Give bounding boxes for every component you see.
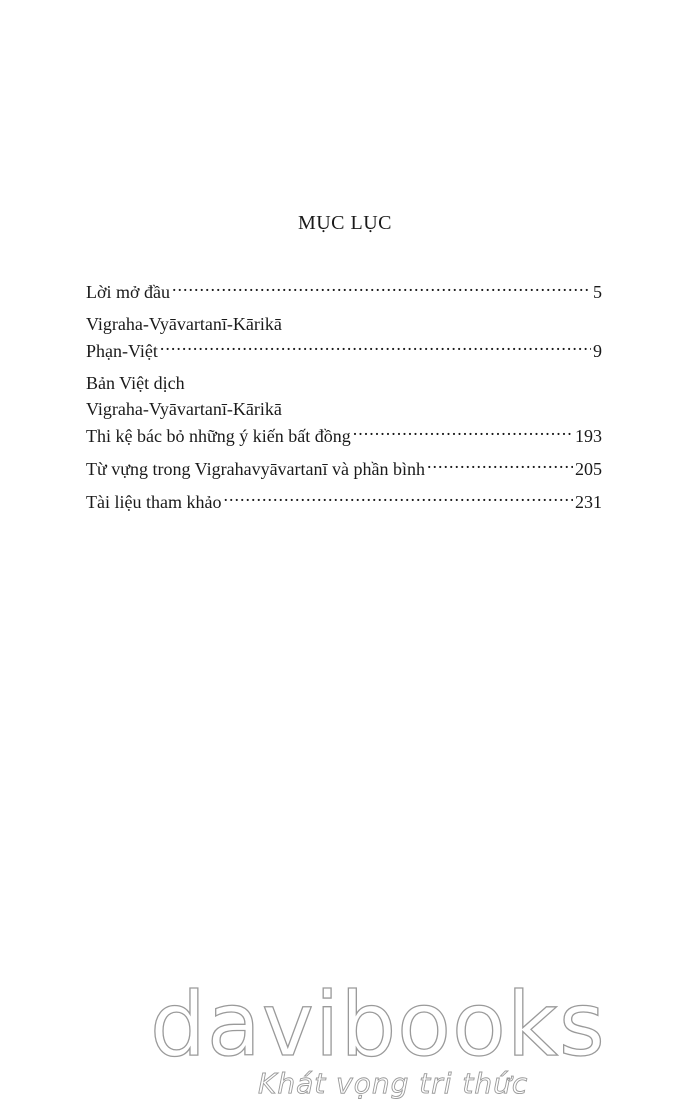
dot-leader bbox=[160, 337, 591, 357]
toc-entry-line bbox=[86, 422, 602, 449]
toc-entry-title-line: Vigraha-Vyāvartanī-Kārikā bbox=[86, 314, 282, 334]
toc-entry-line bbox=[86, 488, 602, 515]
toc-entry-line bbox=[86, 337, 602, 364]
toc-entry-line bbox=[86, 455, 602, 482]
toc-entry-introduction bbox=[86, 278, 602, 305]
toc-entry-line bbox=[86, 278, 602, 305]
dot-leader bbox=[427, 455, 573, 475]
watermark-brand: davibooks bbox=[150, 973, 606, 1076]
toc-page-number: 9 bbox=[593, 341, 602, 361]
dot-leader bbox=[353, 422, 573, 442]
toc-page-number: 193 bbox=[575, 426, 602, 446]
toc-page-number: 231 bbox=[575, 492, 602, 512]
toc-title: MỤC LỤC bbox=[297, 212, 393, 234]
publisher-watermark bbox=[150, 975, 610, 1105]
dot-leader bbox=[172, 278, 591, 298]
table-of-contents bbox=[86, 278, 602, 521]
dot-leader bbox=[223, 488, 573, 508]
toc-entry-references bbox=[86, 488, 602, 515]
toc-entry-sanskrit-vietnamese bbox=[86, 311, 602, 364]
toc-entry-title-line: Vigraha-Vyāvartanī-Kārikā bbox=[86, 399, 282, 419]
toc-entry-vocabulary bbox=[86, 455, 602, 482]
toc-entry-title: Lời mở đầu bbox=[86, 282, 171, 302]
toc-entry-title: Thi kệ bác bỏ những ý kiến bất đồng bbox=[86, 426, 351, 446]
toc-entry-title: Từ vựng trong Vigrahavyāvartanī và phần bình bbox=[86, 459, 426, 479]
toc-entry-title-line: Bản Việt dịch bbox=[86, 373, 185, 393]
toc-page-number: 5 bbox=[593, 282, 602, 302]
toc-entry-title: Phạn-Việt bbox=[86, 341, 158, 361]
toc-entry-vietnamese-translation bbox=[86, 370, 602, 449]
watermark-tagline: Khát vọng tri thức bbox=[258, 1067, 529, 1100]
toc-entry-title: Tài liệu tham khảo bbox=[86, 492, 222, 512]
toc-page-number: 205 bbox=[575, 459, 602, 479]
